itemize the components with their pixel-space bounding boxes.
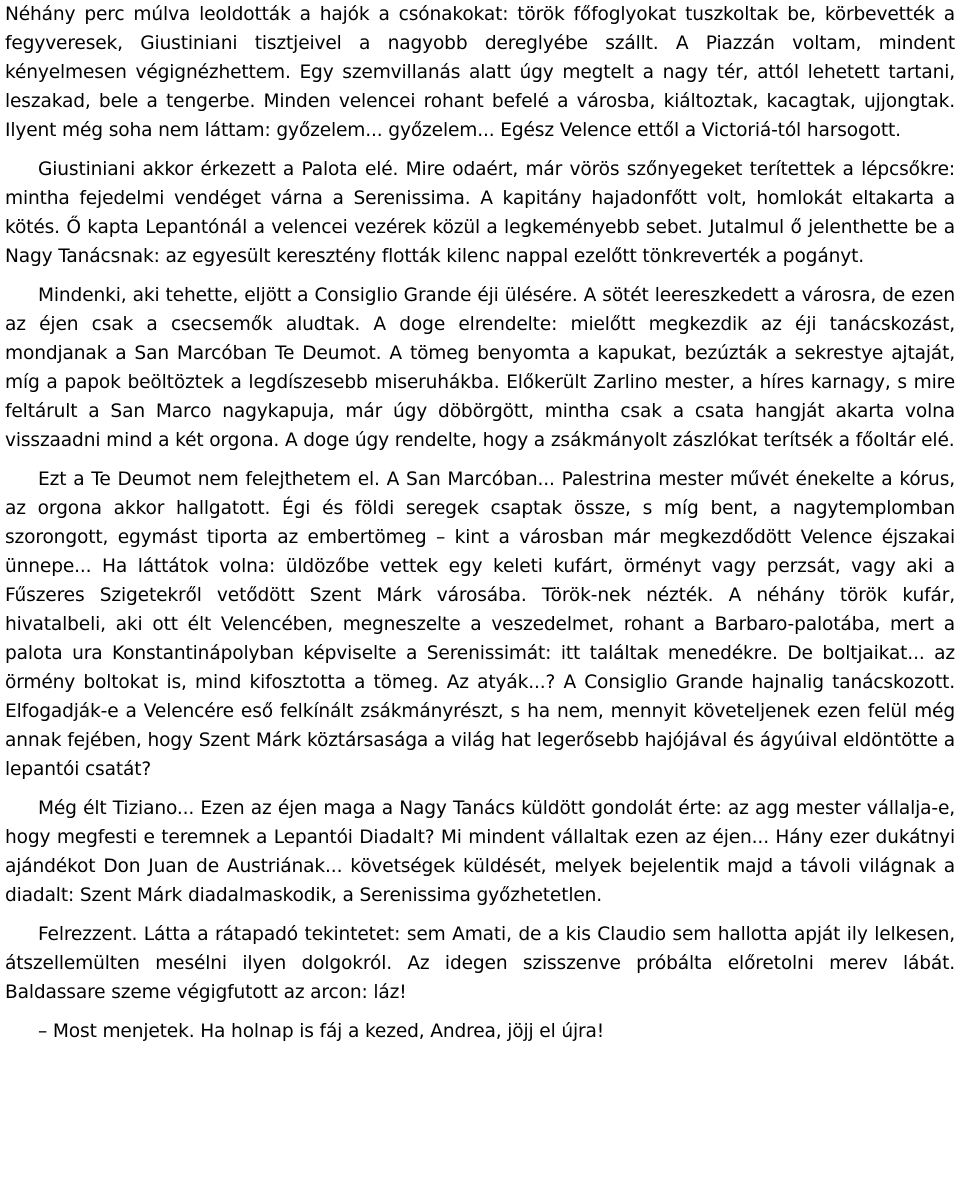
paragraph-1: Néhány perc múlva leoldották a hajók a csónakokat: török főfoglyokat tuszkoltak be, körbevették a fegyveresek, Giustiniani tisztjeivel a nagyobb dereglyébe szállt. A Piazzán voltam, mindent kényelmesen végignézhettem. Egy szemvillanás alatt úgy megtelt a nagy tér, attól lehetett tartani, leszakad, bele a tengerbe. Minden velencei rohant befelé a városba, kiáltoztak, kacagtak, ujjongtak. Ilyent még soha nem láttam: győzelem... győzelem... Egész Velence ettől a Victoriá-tól harsogott.: [5, 4, 955, 141]
paragraph-5: Még élt Tiziano... Ezen az éjen maga a Nagy Tanács küldött gondolát érte: az agg mester vállalja-e, hogy megfesti e teremnek a Lepantói Diadalt? Mi mindent vállaltak ezen az éjen... Hány ezer dukátnyi ajándékot Don Juan de Austriának... követségek küldését, melyek bejelentik majd a távoli világnak a diadalt: Szent Márk diadalmaskodik, a Serenissima győzhetetlen.: [5, 798, 955, 906]
paragraph-2: Giustiniani akkor érkezett a Palota elé. Mire odaért, már vörös szőnyegeket terítettek a lépcsőkre: mintha fejedelmi vendéget várna a Serenissima. A kapitány hajadonfőtt volt, homlokát eltakarta a kötés. Ő kapta Lepantónál a velencei vezérek közül a legkeményebb sebet. Jutalmul ő jelenthette be a Nagy Tanácsnak: az egyesült keresztény flották kilenc nappal ezelőtt tönkreverték a pogányt.: [5, 159, 955, 267]
paragraph-6: Felrezzent. Látta a rátapadó tekintetet: sem Amati, de a kis Claudio sem hallotta apját ily lelkesen, átszellemülten mesélni ilyen dolgokról. Az idegen szisszenve próbálta előretolni merev lábát. Baldassare szeme végigfutott az arcon: láz!: [5, 924, 955, 1003]
paragraph-4: Ezt a Te Deumot nem felejthetem el. A San Marcóban... Palestrina mester művét énekelte a kórus, az orgona akkor hallgatott. Égi és földi seregek csaptak össze, s míg bent, a nagytemplomban szorongott, egymást tiporta az embertömeg – kint a városban már megkezdődött Velence éjszakai ünnepe... Ha láttátok volna: üldözőbe vettek egy keleti kufárt, örményt vagy perzsát, vagy aki a Fűszeres Szigetekről vetődött Szent Márk városába. Török-nek nézték. A néhány török kufár, hivatalbeli, aki ott élt Velencében, megneszelte a veszedelmet, rohant a Barbaro-palotába, mert a palota ura Konstantinápolyban képviselte a Serenissimát: itt találtak menedékre. De boltjaikat... az örmény boltokat is, mind kifosztotta a tömeg. Az atyák...? A Consiglio Grande hajnalig tanácskozott. Elfogadják-e a Velencére eső felkínált zsákmányrészt, s ha nem, mennyit követeljenek ezen felül még annak fejében, hogy Szent Márk köztársasága a világ hat legerősebb hajójával és ágyúival eldöntötte a lepantói csatát?: [5, 469, 955, 780]
dialogue-line: – Most menjetek. Ha holnap is fáj a kezed, Andrea, jöjj el újra!: [38, 1021, 605, 1042]
paragraph-3: Mindenki, aki tehette, eljött a Consiglio Grande éji ülésére. A sötét leereszkedett a városra, de ezen az éjen csak a csecsemők aludtak. A doge elrendelte: mielőtt megkezdik az éji tanácskozást, mondjanak a San Marcóban Te Deumot. A tömeg benyomta a kapukat, bezúzták a sekrestye ajtaját, míg a papok beöltöztek a legdíszesebb miseruhákba. Előkerült Zarlino mester, a híres karnagy, s mire feltárult a San Marco nagykapuja, már úgy döbörgött, mintha csak a csata hangját akarta volna visszaadni mind a két orgona. A doge úgy rendelte, hogy a zsákmányolt zászlókat terítsék a főoltár elé.: [5, 285, 955, 451]
